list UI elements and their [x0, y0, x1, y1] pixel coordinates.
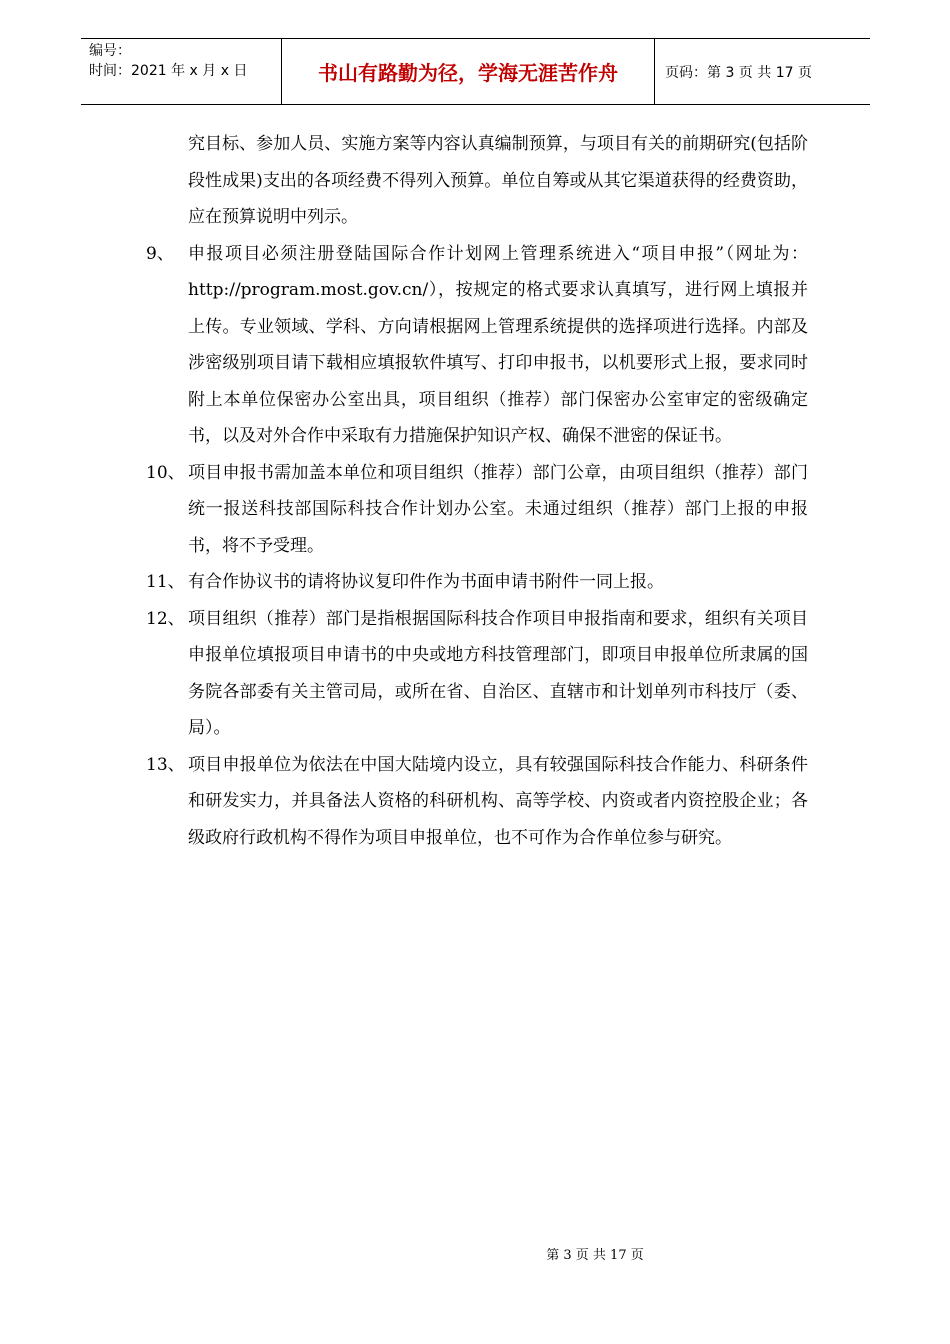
item-number: 9、 — [146, 243, 174, 264]
date-label: 时间：2021 年 x 月 x 日 — [89, 63, 248, 79]
page-header — [81, 38, 870, 105]
motto-text: 书山有路勤为径，学海无涯苦作舟 — [318, 61, 618, 85]
continuation-paragraph — [140, 126, 808, 236]
item-text: 项目申报单位为依法在中国大陆境内设立，具有较强国际科技合作能力、科研条件和研发实力，并具备法人资格的科研机构、高等学校、内资或者内资控股企业；各级政府行政机构不得作为项目申报单位，也不可作为合作单位参与研究。 — [188, 754, 808, 848]
serial-number-label: 编号： — [89, 43, 131, 59]
document-body — [140, 126, 808, 856]
list-item — [140, 747, 808, 857]
list-item — [140, 564, 808, 601]
header-motto-cell — [282, 39, 655, 104]
item-text: 项目申报书需加盖本单位和项目组织（推荐）部门公章，由项目组织（推荐）部门统一报送科技部国际科技合作计划办公室。未通过组织（推荐）部门上报的申报书，将不予受理。 — [188, 462, 808, 556]
page-footer — [0, 1244, 950, 1263]
header-page-cell — [655, 39, 870, 104]
item-number: 13、 — [146, 754, 185, 775]
list-item — [140, 455, 808, 565]
item-text: 有合作协议书的请将协议复印件作为书面申请书附件一同上报。 — [188, 572, 664, 592]
item-text: 申报项目必须注册登陆国际合作计划网上管理系统进入“项目申报”（网址为：http://program.most.gov.cn/），按规定的格式要求认真填写，进行网上填报并上传。专业领域、学科、方向请根据网上管理系统提供的选择项进行选择。内部及涉密级别项目请下载相应填报软件填写、打印申报书，以机要形式上报，要求同时附上本单位保密办公室出具，项目组织（推荐）部门保密办公室审定的密级确定书，以及对外合作中采取有力措施保护知识产权、确保不泄密的保证书。 — [188, 243, 808, 446]
item-number: 11、 — [146, 572, 185, 592]
item-number: 10、 — [146, 462, 185, 483]
footer-page-number: 第 3 页 共 17 页 — [546, 1248, 644, 1263]
item-number: 12、 — [146, 608, 185, 629]
list-item — [140, 236, 808, 455]
header-meta-cell — [81, 39, 282, 104]
continuation-text: 究目标、参加人员、实施方案等内容认真编制预算，与项目有关的前期研究(包括阶段性成果)支出的各项经费不得列入预算。单位自筹或从其它渠道获得的经费资助，应在预算说明中列示。 — [188, 134, 808, 227]
header-page-number: 页码：第 3 页 共 17 页 — [665, 64, 812, 81]
item-text: 项目组织（推荐）部门是指根据国际科技合作项目申报指南和要求，组织有关项目申报单位填报项目申请书的中央或地方科技管理部门，即项目申报单位所隶属的国务院各部委有关主管司局，或所在省、自治区、直辖市和计划单列市科技厅（委、局）。 — [188, 608, 808, 738]
list-item — [140, 601, 808, 747]
